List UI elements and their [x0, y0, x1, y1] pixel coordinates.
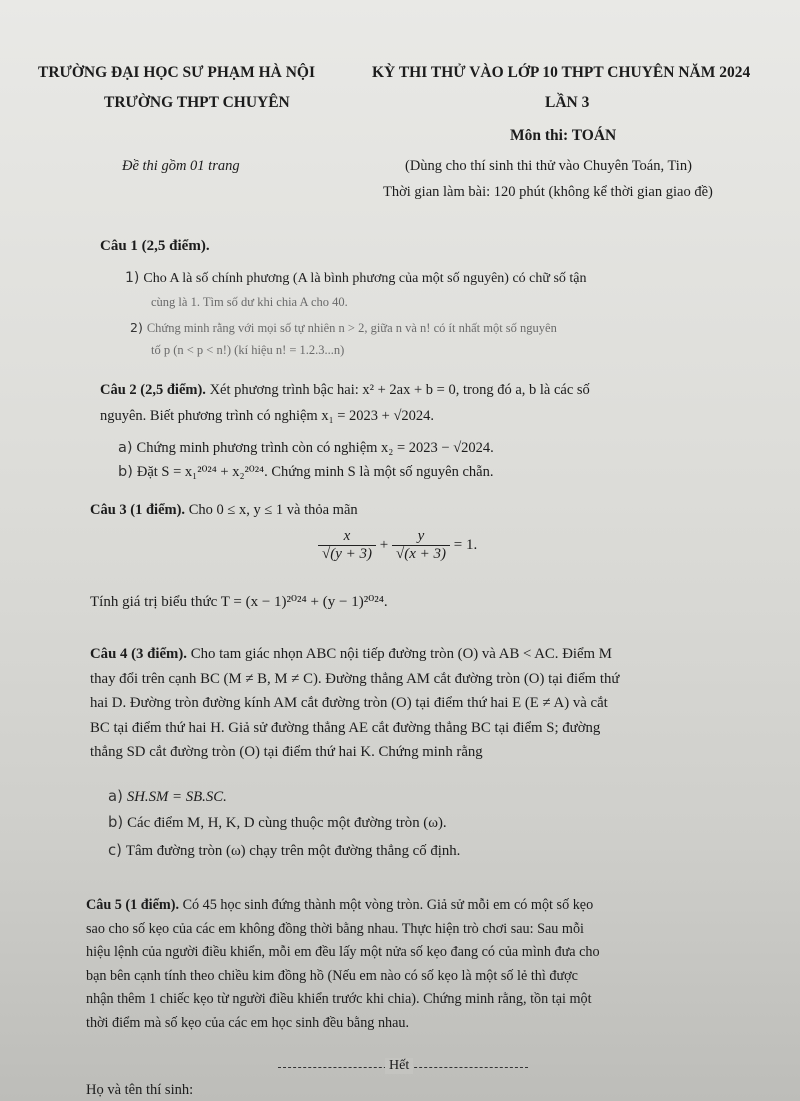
- q2-intro: [100, 382, 590, 399]
- q3-f1-den: √(y + 3): [318, 545, 376, 563]
- q3-ask: Tính giá trị biểu thức T = (x − 1)²⁰²⁴ + (y − 1)²⁰²⁴.: [90, 594, 388, 610]
- q4-b-text: Các điểm M, H, K, D cùng thuộc một đường tròn (ω).: [127, 815, 447, 831]
- q1-p1-line1: Cho A là số chính phương (A là bình phương của một số nguyên) có chữ số tận: [143, 271, 587, 286]
- q1-p1-line2: cùng là 1. Tìm số dư khi chia A cho 40.: [151, 295, 348, 309]
- q1-part1: [125, 270, 587, 287]
- q5-line2: sao cho số kẹo của các em không đồng thời bằng nhau. Thực hiện trò chơi sau: Sau mỗi: [86, 920, 584, 937]
- q2-title: Câu 2 (2,5 điểm).: [100, 382, 206, 398]
- q3-equals: = 1.: [453, 536, 478, 553]
- q4-line1-wrap: [90, 642, 760, 667]
- q5-body: [86, 894, 766, 1035]
- q3-equation: [318, 528, 477, 563]
- end-marker: Hết: [385, 1058, 413, 1074]
- q4-line3: hai D. Đường tròn đường kính AM cắt đường tròn (O) tại điểm thứ hai E (E ≠ A) và cắt: [90, 695, 608, 711]
- q1-title: Câu 1 (2,5 điểm).: [100, 238, 210, 254]
- q2-b-text: Đặt S = x₁²⁰²⁴ + x₂²⁰²⁴. Chứng minh S là một số nguyên chẵn.: [136, 464, 494, 480]
- exam-audience: (Dùng cho thí sinh thi thử vào Chuyên Toán, Tin): [405, 158, 692, 174]
- q2-part-b: [118, 464, 493, 481]
- q4-c-label: c): [108, 842, 122, 859]
- q4-part-a: [108, 788, 227, 806]
- q5-line4: bạn bên cạnh tính theo chiều kim đồng hồ (Nếu em nào có số kẹo là một số lẻ thì được: [86, 967, 578, 984]
- q4-body: [90, 642, 760, 765]
- q1-p2-line2: tố p (n < p < n!) (kí hiệu n! = 1.2.3...n): [151, 343, 345, 357]
- q5-line5: nhận thêm 1 chiếc kẹo từ người điều khiển trước khi chia). Chứng minh rằng, tồn tại một: [86, 991, 592, 1007]
- q4-line5: thẳng SD cắt đường tròn (O) tại điểm thứ hai K. Chứng minh rằng: [90, 744, 483, 760]
- q3-intro: [90, 502, 358, 519]
- q4-title: Câu 4 (3 điểm).: [90, 646, 187, 662]
- q3-plus: +: [379, 536, 389, 553]
- q4-part-b: [108, 814, 447, 832]
- q4-line4: BC tại điểm thứ hai H. Giả sử đường thẳng AE cắt đường thẳng BC tại điểm S; đường: [90, 719, 601, 736]
- q3-title: Câu 3 (1 điểm).: [90, 502, 186, 518]
- q2-intro-line2: nguyên. Biết phương trình có nghiệm x₁ = 2023 + √2024.: [100, 408, 435, 424]
- q1-part2: [130, 320, 557, 336]
- q3-f1-num: x: [343, 528, 351, 544]
- q3-fraction-2: [392, 528, 450, 563]
- q5-line3: hiệu lệnh của người điều khiển, mỗi em đều lấy một nửa số kẹo đang có của mình đưa cho: [86, 944, 600, 960]
- school-sub: TRƯỜNG THPT CHUYÊN: [104, 94, 290, 111]
- q1-p2-label: 2): [130, 320, 143, 335]
- q3-intro-text: Cho 0 ≤ x, y ≤ 1 và thỏa mãn: [188, 502, 358, 518]
- q2-b-label: b): [118, 464, 133, 480]
- q4-b-label: b): [108, 814, 124, 831]
- q4-a-text: SH.SM = SB.SC.: [126, 789, 227, 805]
- q4-line2: thay đổi trên cạnh BC (M ≠ B, M ≠ C). Đường thẳng AM cắt đường tròn (O) tại điểm thứ: [90, 670, 620, 687]
- exam-round: LẦN 3: [545, 94, 590, 111]
- q5-line1: Có 45 học sinh đứng thành một vòng tròn. Giả sử mỗi em có một số kẹo: [182, 897, 594, 913]
- q4-c-text: Tâm đường tròn (ω) chạy trên một đường thẳng cố định.: [125, 843, 461, 859]
- q5-line6: thời điểm mà số kẹo của các em học sinh đều bằng nhau.: [86, 1014, 410, 1031]
- q1-p2-line1: Chứng minh rằng với mọi số tự nhiên n > 2, giữa n và n! có ít nhất một số nguyên: [146, 321, 557, 335]
- q2-intro-line1: Xét phương trình bậc hai: x² + 2ax + b = 0, trong đó a, b là các số: [209, 382, 590, 398]
- q2-a-label: a): [118, 440, 133, 456]
- exam-time: Thời gian làm bài: 120 phút (không kể thời gian giao đề): [383, 184, 713, 200]
- school-name: TRƯỜNG ĐẠI HỌC SƯ PHẠM HÀ NỘI: [38, 64, 315, 81]
- q5-title: Câu 5 (1 điểm).: [86, 897, 180, 913]
- q5-line1-wrap: [86, 894, 766, 918]
- q4-line1: Cho tam giác nhọn ABC nội tiếp đường tròn (O) và AB < AC. Điểm M: [190, 646, 612, 662]
- page-count-note: Đề thi gồm 01 trang: [122, 158, 240, 174]
- q2-part-a: [118, 440, 494, 457]
- q4-part-c: [108, 842, 460, 860]
- candidate-name-label: Họ và tên thí sinh:: [86, 1082, 194, 1098]
- q3-f2-den: √(x + 3): [392, 545, 450, 563]
- q4-a-label: a): [108, 788, 123, 805]
- exam-title: KỲ THI THỬ VÀO LỚP 10 THPT CHUYÊN NĂM 2024: [372, 64, 751, 81]
- q3-f2-num: y: [417, 528, 425, 544]
- exam-subject: Môn thi: TOÁN: [510, 127, 617, 144]
- q3-fraction-1: [318, 528, 376, 563]
- q1-p1-label: 1): [125, 270, 140, 286]
- q2-a-text: Chứng minh phương trình còn có nghiệm x₂ = 2023 − √2024.: [136, 440, 494, 456]
